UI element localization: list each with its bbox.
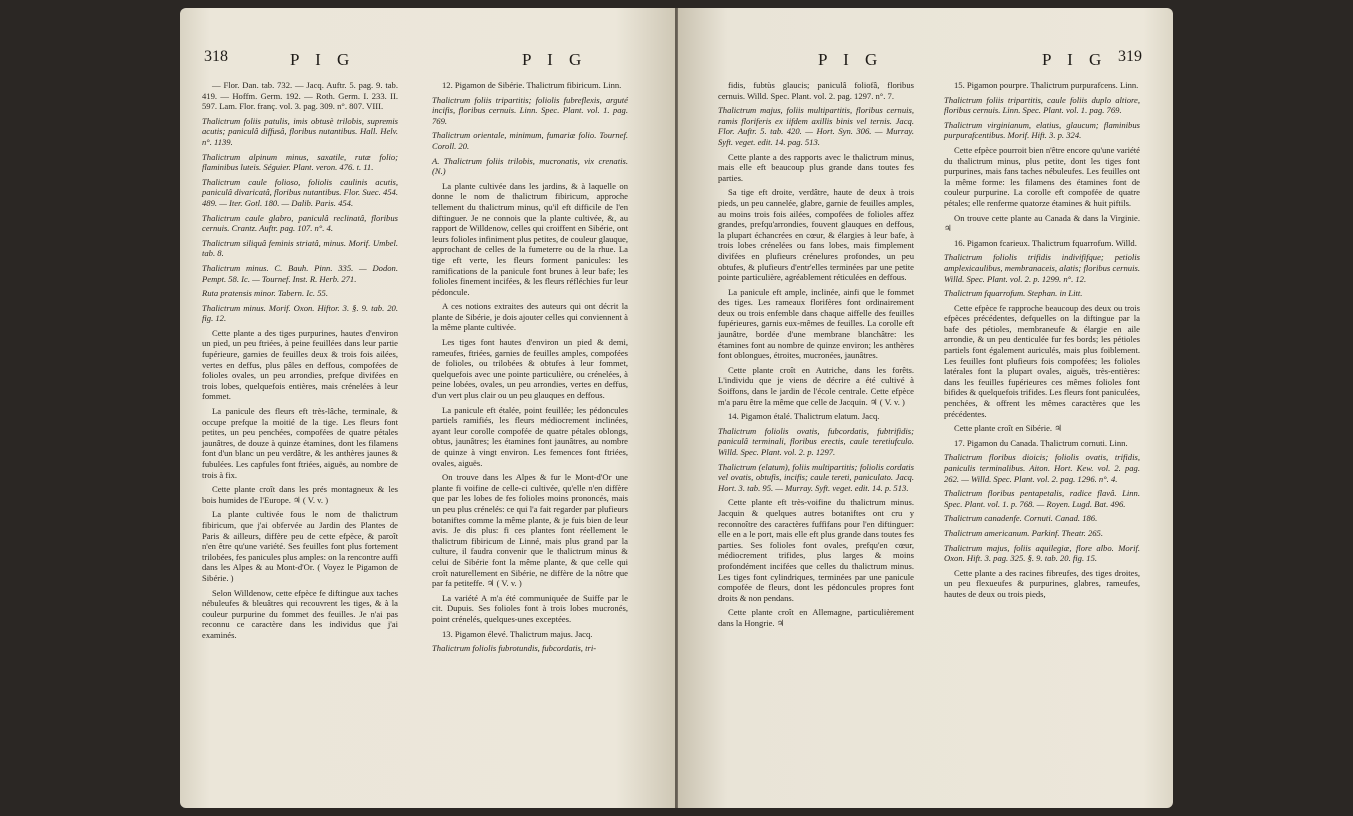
left-page xyxy=(180,8,675,808)
paragraph: Thalictrum minus. Morif. Oxon. Hiftor. 3. §. 9. tab. 20. fig. 12. xyxy=(202,302,398,324)
paragraph: Selon Willdenow, cette efpèce fe diftingue aux taches nébuleufes & bleuâtres qui recouvrent les tiges, & à la couleur purpurine du fommet des feuilles. Je n'ai pas reconnu ce caractère dans les individus que j'ai examinés. xyxy=(202,587,398,640)
paragraph: Thalictrum majus, foliis multipartitis, floribus cernuis, ramis floriferis ex iifdem axillis binis vel ternis. Jacq. Flor. Auftr. 5. tab. 420. — Hort. Syn. 306. — Murray. Syft. veget. edit. 14. pag. 513. xyxy=(718,105,914,147)
paragraph: Thalictrum siliquâ feminis striatâ, minus. Morif. Umbel. tab. 8. xyxy=(202,237,398,259)
paragraph: 13. Pigamon élevé. Thalictrum majus. Jacq. xyxy=(442,628,593,639)
paragraph: Cette plante a des tiges purpurines, hautes d'environ un pied, un peu ftriées, à peine feuillées dans leur partie fupérieure, garnies de feuilles deux & trois fois ailées, vertes en deffus, plus pâles en deffous, compofées de folioles ovales, un peu arrondies, prefque divifées en trois lobes, quelquefois entières, mais crénelées à leur fommet. xyxy=(202,327,398,402)
right-running-head-2: P I G xyxy=(1042,50,1108,69)
paragraph: Cette efpèce fe rapproche beaucoup des deux ou trois efpèces précédentes, defquelles on la diftingue par la bafe des pétioles, membraneufe & élargie en aile arrondie, & un peu denticulée fur fes bords; les pétioles partiels font également auriculés, mais plus foiblement. Les feuilles font plufieurs fois compofées; les folioles latérales font la plupart ovales, aiguës, très-entières: dans les feuilles fupérieures ces mêmes folioles font bifides & quelquefois trifides. Les fleurs font paniculées, penchées, & offrent les mêmes caractères que les précédentes. xyxy=(944,302,1140,419)
paragraph: Cette plante croît en Autriche, dans les forêts. L'individu que je viens de décrire a été cultivé à Soiffons, dans le jardin de l'école centrale. Cette efpèce m'a paru être la même que celle de Jacquin. ♃ ( V. v. ) xyxy=(718,364,914,407)
paragraph: Thalictrum orientale, minimum, fumariæ folio. Tournef. Coroll. 20. xyxy=(432,130,628,151)
right-running-head-1: P I G xyxy=(818,50,884,69)
paragraph: 15. Pigamon pourpre. Thalictrum purpurafcens. Linn. xyxy=(954,80,1139,90)
paragraph: Thalictrum foliis tripartitis, caule foliis duplo altiore, floribus cernuis. Linn. Spec. Plant. vol. 1. pag. 769. xyxy=(944,94,1140,116)
paragraph: Thalictrum foliolis fubrotundis, fubcordatis, tri- xyxy=(432,643,597,654)
paragraph: Thalictrum foliis tripartitis; foliolis fubreflexis, arguté incifis, floribus cernuis. Linn. Spec. Plant. vol. 1. pag. 769. xyxy=(432,94,628,126)
paragraph: La panicule eft ample, inclinée, ainfi que le fommet des tiges. Les rameaux florifères font ordinairement deux ou trois enfemble dans chaque aiffelle des feuilles fupérieures, garnis eux-mêmes de feuilles. La corolle eft jaunâtre, bordée d'une membrane blanchâtre: les étamines font au nombre de quinze environ; les anthères font oblongues, étroites, mucronées, jaunâtres. xyxy=(718,286,914,361)
paragraph: Thalictrum caule folioso, foliolis caulinis acutis, paniculâ divaricatâ, floribus nutantibus. Flor. Suec. 454. 489. — Iter. Gotl. 180. — Dalib. Paris. 454. xyxy=(202,176,398,208)
paragraph: La panicule des fleurs eft très-lâche, terminale, & occupe prefque la moitié de la tige. Les fleurs font petites, un peu penchées, compofées de quatre pétales jaunâtres, de douze à quinze étamines, dont les filamens font d'un blanc un peu verdâtre, & les anthères jaunes & fubulées. Les capfules font ftriées, aiguës, au nombre de trois à fix. xyxy=(202,406,398,480)
paragraph: Thalictrum alpinum minus, saxatile, rutæ folio; flaminibus luteis. Séguier. Plant. veron. 476. t. 11. xyxy=(202,151,398,173)
paragraph: fidis, fubtùs glaucis; paniculâ foliofâ, floribus cernuis. Willd. Spec. Plant. vol. 2. pag. 1297. n°. 7. xyxy=(718,80,914,101)
paragraph: On trouve cette plante au Canada & dans la Virginie. ♃ xyxy=(944,212,1140,234)
paragraph: Thalictrum majus, foliis aquilegiæ, flore albo. Morif. Oxon. Hift. 3. pag. 325. §. 9. tab. 20. fig. 15. xyxy=(944,542,1140,564)
paragraph: A ces notions extraites des auteurs qui ont décrit la plante de Sibérie, je dois ajouter celles qui conviennent à la même plante cultivée. xyxy=(432,301,628,333)
paragraph: La panicule eft étalée, point feuillée; les pédoncules partiels ramifiés, les fleurs médiocrement inclinées, ayant leur corolle compofée de quatre pétales oblongs, obtus, jaunâtres; les étamines font jaunâtres, au nombre de quinze à vingt environ. Les femences font ftriées, ovales, aiguës. xyxy=(432,404,628,468)
paragraph: Thalictrum minus. C. Bauh. Pinn. 335. — Dodon. Pempt. 58. Ic. — Tournef. Inst. R. Herb. 271. xyxy=(202,262,398,284)
left-column-2 xyxy=(432,80,628,658)
right-column-2 xyxy=(944,80,1140,604)
paragraph: 17. Pigamon du Canada. Thalictrum cornuti. Linn. xyxy=(954,437,1128,448)
left-page-number: 318 xyxy=(204,48,228,65)
left-running-head-1: P I G xyxy=(290,50,356,69)
right-page-number: 319 xyxy=(1118,48,1142,65)
paragraph: 12. Pigamon de Sibérie. Thalictrum fibiricum. Linn. xyxy=(442,80,622,90)
paragraph: Les tiges font hautes d'environ un pied & demi, rameufes, ftriées, garnies de feuilles amples, compofées de folioles, ou trilobées & obtufes à leur fommet, quelquefois avec une pointe particulière, ou crénelées, à peine lobées, ovales, un peu arrondies, vertes en deffus, d'un vert plus clair ou un peu glauques en deffous. xyxy=(432,337,628,401)
paragraph: Thalictrum floribus dioicis; foliolis ovatis, trifidis, paniculis terminalibus. Aiton. Hort. Kew. vol. 2. pag. 262. — Willd. Spec. Plant. vol. 2. pag. 1296. n°. 4. xyxy=(944,452,1140,484)
paragraph: Thalictrum caule glabro, paniculâ reclinatâ, floribus cernuis. Crantz. Auftr. pag. 107. n°. 4. xyxy=(202,212,398,234)
paragraph: A. Thalictrum foliis trilobis, mucronatis, vix crenatis. (N.) xyxy=(432,155,628,177)
left-running-head-2: P I G xyxy=(522,50,588,69)
paragraph: Cette plante a des racines fibreufes, des tiges droites, un peu flexueufes & purpurines, glabres, rameufes, hautes de deux ou trois pieds, xyxy=(944,567,1140,599)
paragraph: Thalictrum canadenfe. Cornuti. Canad. 186. xyxy=(944,513,1098,524)
left-column-1 xyxy=(202,80,398,645)
paragraph: Cette plante croît en Allemagne, particulièrement dans la Hongrie. ♃ xyxy=(718,607,914,628)
paragraph: Thalictrum americanum. Parkinf. Theatr. 265. xyxy=(944,527,1103,538)
paragraph: Thalictrum virginianum, elatius, glaucum; flaminibus purpurafcentibus. Morif. Hift. 3. p. 324. xyxy=(944,119,1140,141)
paragraph: Cette plante croît en Sibérie. ♃ xyxy=(954,423,1062,434)
paragraph: Thalictrum floribus pentapetalis, radice flavâ. Linn. Spec. Plant. vol. 1. p. 768. — Royen. Lugd. Bat. 496. xyxy=(944,488,1140,509)
paragraph: Thalictrum foliis patulis, imis obtusè trilobis, supremis acutis; paniculâ diffusâ, floribus nutantibus. Hall. Helv. n°. 1139. xyxy=(202,115,398,147)
right-column-1 xyxy=(718,80,914,633)
paragraph: La plante cultivée dans les jardins, & à laquelle on donne le nom de thalictrum fibiricum, approche tellement du thalictrum minus, qu'il eft difficile de l'en diftinguer. Je ne connois que la plante cultivée, &, au rapport de Willdenow, celles qui croiffent en Sibérie, ont leurs folioles infiniment plus petites, de couleur glauque, approchant de celles de la fumeterre ou de la rhue. La tige eft verte, les fleurs forment panicules: les ramifications de la panicule font brunes à leur bafe; les folioles finement incifées, & les fleurs réfléchies fur leur pédoncule. xyxy=(432,180,628,297)
paragraph: Cette plante croît dans les prés montagneux & les bois humides de l'Europe. ♃ ( V. v. ) xyxy=(202,484,398,505)
paragraph: Cette efpèce pourroit bien n'être encore qu'une variété du thalictrum minus, plus petite, dont les tiges font purpurines, mais fans taches nébuleufes. Les feuilles ont la même forme: les filamens des étamines font de couleur purpurine. La corolle eft compofée de quatre pétales; elle renferme quatorze étamines & huit piftils. xyxy=(944,144,1140,208)
paragraph: Cette plante a des rapports avec le thalictrum minus, mais elle eft beaucoup plus grande dans toutes fes parties. xyxy=(718,151,914,183)
paragraph: La plante cultivée fous le nom de thalictrum fibiricum, que j'ai obfervée au Jardin des Plantes de Paris & ailleurs, diffère peu de cette efpèce, & paroît n'en être qu'une variété. Ses feuilles font plus fortement trilobées, fes panicules plus amples: on la rencontre auffi dans les Alpes & au Mont-d'Or. ( Voyez le Pigamon de Sibérie. ) xyxy=(202,509,398,583)
paragraph: Ruta pratensis minor. Tabern. Ic. 55. xyxy=(202,288,328,299)
paragraph: La variété A m'a été communiquée de Suiffe par le cit. Dupuis. Ses folioles font à trois lobes mucronés, point crénelés, quelques-unes exceptées. xyxy=(432,592,628,624)
paragraph: Thalictrum foliolis trifidis indivififque; petiolis amplexicaulibus, membranaceis, alatis; floribus cernuis. Willd. Spec. Plant. vol. 2. p. 1299. n°. 12. xyxy=(944,252,1140,284)
paragraph: Cette plante eft très-voifine du thalictrum minus. Jacquin & quelques autres botaniftes ont cru y reconnoître des caractères fuffifans pour l'en diftinguer: elle en a le port, mais elle eft plus grande dans toutes fes parties. Ses folioles font ovales, prefqu'en cœur, médiocrement trifides, plus larges & moins profondément incifées que celles du thalictrum minus. Les tiges font cylindriques, terminées par une panicule compofée de fleurs, dont les pédoncules propres font droits & non pendans. xyxy=(718,497,914,603)
paragraph: — Flor. Dan. tab. 732. — Jacq. Auftr. 5. pag. 9. tab. 419. — Hoffm. Germ. 192. — Roth. Germ. I. 233. II. 597. Lam. Flor. franç. vol. 3. pag. 309. n°. 807. VIII. xyxy=(202,80,398,112)
paragraph: 14. Pigamon étalé. Thalictrum elatum. Jacq. xyxy=(728,411,880,422)
paragraph: Thalictrum foliolis ovatis, fubcordatis, fubtrifidis; paniculâ terminali, floribus erectis, caule teretiufculo. Willd. Spec. Plant. vol. 2. p. 1297. xyxy=(718,425,914,457)
right-page xyxy=(678,8,1173,808)
paragraph: Thalictrum (elatum), foliis multipartitis; foliolis cordatis vel ovatis, obtufis, incifis; caule tereti, paniculato. Jacq. Hort. 3. tab. 95. — Murray. Syft. veget. edit. 14. p. 513. xyxy=(718,461,914,493)
paragraph: Thalictrum fquarrofum. Stephan. in Litt. xyxy=(944,288,1083,299)
paragraph: On trouve dans les Alpes & fur le Mont-d'Or une plante fi voifine de celle-ci cultivée, qu'elle n'en diffère que par les lobes de fes folioles moins prononcés, mais un peu plus crénelés: ce qui l'a fait regarder par plufieurs botaniftes comme la même plante, & je fuis bien de leur avis. Je dis plus: fi ces plantes font réellement le thalictrum fibiricum de Linné, mais plus grand par la culture, il faudra convenir que le thalictrum minus & celui de Sibérie font la même plante, & que celle qui croît naturellement en Sibérie, ne diffère de la nôtre que par fa petiteffe. ♃ ( V. v. ) xyxy=(432,472,628,589)
paragraph: Sa tige eft droite, verdâtre, haute de deux à trois pieds, un peu cannelée, glabre, garnie de feuilles amples, au moins trois fois ailées, compofées de folioles affez grandes, prefqu'arrondies, fouvent glauques en deffous, la plupart échancrées en cœur, & élargies à leur bafe, à trois lobes crénelées ou fans lobes, mais fimplement divifées en plufieurs crénelures profondes, un peu obtufes, & plufieurs d'entr'elles terminées par une petite pointe particulière, agréablement réticulées en deffous. xyxy=(718,187,914,283)
paragraph: 16. Pigamon fcarieux. Thalictrum fquarrofum. Willd. xyxy=(954,237,1137,248)
